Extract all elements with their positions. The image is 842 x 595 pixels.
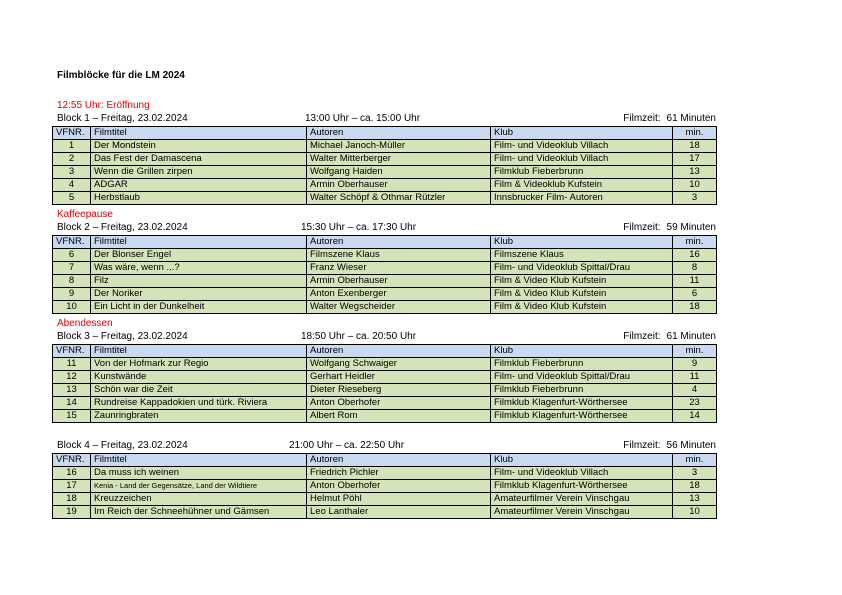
cell-klub: Film- und Videoklub Spittal/Drau bbox=[491, 262, 673, 275]
block-time: 15:30 Uhr – ca. 17:30 Uhr bbox=[301, 222, 417, 233]
table-row bbox=[53, 493, 717, 506]
cell-titel: Der Mondstein bbox=[91, 140, 307, 153]
cell-min: 16 bbox=[673, 249, 717, 262]
col-klub: Klub bbox=[491, 127, 673, 140]
col-min: min. bbox=[673, 236, 717, 249]
block-time: 21:00 Uhr – ca. 22:50 Uhr bbox=[289, 440, 405, 451]
cell-nr: 18 bbox=[53, 493, 91, 506]
cell-klub: Filmklub Fieberbrunn bbox=[491, 166, 673, 179]
cell-nr: 16 bbox=[53, 467, 91, 480]
cell-min: 6 bbox=[673, 288, 717, 301]
block-time: 13:00 Uhr – ca. 15:00 Uhr bbox=[305, 113, 421, 124]
cell-min: 17 bbox=[673, 153, 717, 166]
col-autoren: Autoren bbox=[307, 454, 491, 467]
film-block-4 bbox=[52, 427, 716, 519]
cell-klub: Film- und Videoklub Villach bbox=[491, 467, 673, 480]
cell-titel: Der Blonser Engel bbox=[91, 249, 307, 262]
cell-klub: Film & Videoklub Kufstein bbox=[491, 179, 673, 192]
cell-autoren: Wolfgang Schwaiger bbox=[307, 358, 491, 371]
cell-min: 18 bbox=[673, 301, 717, 314]
cell-nr: 6 bbox=[53, 249, 91, 262]
cell-klub: Filmklub Klagenfurt-Wörthersee bbox=[491, 480, 673, 493]
cell-nr: 19 bbox=[53, 506, 91, 519]
table-header-row bbox=[53, 236, 717, 249]
cell-autoren: Armin Oberhauser bbox=[307, 275, 491, 288]
col-filmtitel: Filmtitel bbox=[91, 454, 307, 467]
col-autoren: Autoren bbox=[307, 127, 491, 140]
cell-nr: 14 bbox=[53, 397, 91, 410]
cell-min: 11 bbox=[673, 371, 717, 384]
cell-min: 23 bbox=[673, 397, 717, 410]
cell-min: 13 bbox=[673, 166, 717, 179]
cell-nr: 12 bbox=[53, 371, 91, 384]
table-row bbox=[53, 397, 717, 410]
cell-min: 10 bbox=[673, 506, 717, 519]
col-min: min. bbox=[673, 127, 717, 140]
film-table bbox=[52, 453, 717, 519]
col-vfnr: VFNR. bbox=[53, 454, 91, 467]
film-table bbox=[52, 126, 717, 205]
table-row bbox=[53, 179, 717, 192]
schedule-note: Kaffeepause bbox=[57, 209, 113, 220]
cell-min: 11 bbox=[673, 275, 717, 288]
cell-nr: 2 bbox=[53, 153, 91, 166]
cell-min: 10 bbox=[673, 179, 717, 192]
col-vfnr: VFNR. bbox=[53, 236, 91, 249]
block-label: Block 3 – Freitag, 23.02.2024 bbox=[57, 331, 188, 342]
cell-klub: Filmszene Klaus bbox=[491, 249, 673, 262]
cell-autoren: Helmut Pöhl bbox=[307, 493, 491, 506]
table-header-row bbox=[53, 345, 717, 358]
table-row bbox=[53, 288, 717, 301]
table-header-row bbox=[53, 127, 717, 140]
cell-titel: Da muss ich weinen bbox=[91, 467, 307, 480]
cell-klub: Filmklub Klagenfurt-Wörthersee bbox=[491, 410, 673, 423]
block-header bbox=[52, 221, 716, 235]
cell-min: 18 bbox=[673, 140, 717, 153]
block-label: Block 1 – Freitag, 23.02.2024 bbox=[57, 113, 188, 124]
col-vfnr: VFNR. bbox=[53, 345, 91, 358]
cell-titel: Herbstlaub bbox=[91, 192, 307, 205]
cell-autoren: Wolfgang Haiden bbox=[307, 166, 491, 179]
col-autoren: Autoren bbox=[307, 236, 491, 249]
cell-nr: 5 bbox=[53, 192, 91, 205]
cell-min: 3 bbox=[673, 467, 717, 480]
filmzeit bbox=[617, 330, 716, 344]
filmzeit-label: Filmzeit: bbox=[623, 113, 661, 124]
table-row bbox=[53, 506, 717, 519]
cell-autoren: Leo Lanthaler bbox=[307, 506, 491, 519]
table-row bbox=[53, 410, 717, 423]
cell-autoren: Friedrich Pichler bbox=[307, 467, 491, 480]
cell-klub: Film & Video Klub Kufstein bbox=[491, 275, 673, 288]
cell-titel: Kunstwände bbox=[91, 371, 307, 384]
table-row bbox=[53, 140, 717, 153]
cell-nr: 7 bbox=[53, 262, 91, 275]
filmzeit-value: 56 Minuten bbox=[666, 440, 716, 451]
cell-autoren: Dieter Rieseberg bbox=[307, 384, 491, 397]
cell-klub: Film- und Videoklub Villach bbox=[491, 153, 673, 166]
cell-nr: 8 bbox=[53, 275, 91, 288]
cell-titel: Was wäre, wenn ...? bbox=[91, 262, 307, 275]
filmzeit-value: 61 Minuten bbox=[666, 113, 716, 124]
cell-klub: Amateurfilmer Verein Vinschgau bbox=[491, 506, 673, 519]
cell-titel: Von der Hofmark zur Regio bbox=[91, 358, 307, 371]
film-table bbox=[52, 344, 717, 423]
cell-nr: 1 bbox=[53, 140, 91, 153]
cell-autoren: Michael Janoch-Müller bbox=[307, 140, 491, 153]
cell-klub: Film & Video Klub Kufstein bbox=[491, 301, 673, 314]
cell-klub: Filmklub Fieberbrunn bbox=[491, 358, 673, 371]
cell-klub: Film- und Videoklub Spittal/Drau bbox=[491, 371, 673, 384]
film-table bbox=[52, 235, 717, 314]
col-vfnr: VFNR. bbox=[53, 127, 91, 140]
cell-titel: Zaunringbraten bbox=[91, 410, 307, 423]
cell-autoren: Armin Oberhauser bbox=[307, 179, 491, 192]
table-row bbox=[53, 249, 717, 262]
cell-min: 18 bbox=[673, 480, 717, 493]
cell-nr: 13 bbox=[53, 384, 91, 397]
table-row bbox=[53, 153, 717, 166]
table-row bbox=[53, 166, 717, 179]
table-row bbox=[53, 467, 717, 480]
table-row bbox=[53, 358, 717, 371]
cell-titel: Der Noriker bbox=[91, 288, 307, 301]
table-row bbox=[53, 301, 717, 314]
filmzeit bbox=[617, 221, 716, 235]
col-klub: Klub bbox=[491, 345, 673, 358]
film-block-1 bbox=[52, 100, 716, 205]
cell-titel: Schön war die Zeit bbox=[91, 384, 307, 397]
cell-nr: 17 bbox=[53, 480, 91, 493]
cell-autoren: Albert Rom bbox=[307, 410, 491, 423]
cell-klub: Innsbrucker Film- Autoren bbox=[491, 192, 673, 205]
col-klub: Klub bbox=[491, 236, 673, 249]
cell-titel: Ein Licht in der Dunkelheit bbox=[91, 301, 307, 314]
cell-autoren: Walter Mitterberger bbox=[307, 153, 491, 166]
col-autoren: Autoren bbox=[307, 345, 491, 358]
cell-autoren: Gerhart Heidler bbox=[307, 371, 491, 384]
cell-titel: Filz bbox=[91, 275, 307, 288]
cell-min: 8 bbox=[673, 262, 717, 275]
cell-titel: Im Reich der Schneehühner und Gämsen bbox=[91, 506, 307, 519]
cell-min: 4 bbox=[673, 384, 717, 397]
cell-klub: Amateurfilmer Verein Vinschgau bbox=[491, 493, 673, 506]
table-row bbox=[53, 480, 717, 493]
cell-klub: Film & Video Klub Kufstein bbox=[491, 288, 673, 301]
filmzeit-value: 61 Minuten bbox=[666, 331, 716, 342]
cell-klub: Filmklub Fieberbrunn bbox=[491, 384, 673, 397]
table-row bbox=[53, 192, 717, 205]
cell-nr: 3 bbox=[53, 166, 91, 179]
film-block-3 bbox=[52, 318, 716, 423]
filmzeit bbox=[617, 439, 716, 453]
filmzeit-label: Filmzeit: bbox=[623, 440, 661, 451]
cell-autoren: Walter Schöpf & Othmar Rützler bbox=[307, 192, 491, 205]
cell-nr: 9 bbox=[53, 288, 91, 301]
cell-autoren: Filmszene Klaus bbox=[307, 249, 491, 262]
cell-titel: Das Fest der Damascena bbox=[91, 153, 307, 166]
schedule-note: Abendessen bbox=[57, 318, 113, 329]
cell-titel: Wenn die Grillen zirpen bbox=[91, 166, 307, 179]
cell-autoren: Anton Oberhofer bbox=[307, 480, 491, 493]
cell-autoren: Franz Wieser bbox=[307, 262, 491, 275]
cell-titel: Kenia - Land der Gegensätze, Land der Wildtiere bbox=[91, 480, 307, 493]
block-header bbox=[52, 330, 716, 344]
block-header bbox=[52, 439, 716, 453]
filmzeit-label: Filmzeit: bbox=[623, 222, 661, 233]
cell-nr: 15 bbox=[53, 410, 91, 423]
col-klub: Klub bbox=[491, 454, 673, 467]
cell-nr: 10 bbox=[53, 301, 91, 314]
filmzeit bbox=[617, 112, 716, 126]
block-header bbox=[52, 112, 716, 126]
cell-autoren: Anton Exenberger bbox=[307, 288, 491, 301]
table-row bbox=[53, 371, 717, 384]
schedule-note: 12:55 Uhr: Eröffnung bbox=[57, 100, 150, 111]
col-min: min. bbox=[673, 454, 717, 467]
document-title: Filmblöcke für die LM 2024 bbox=[57, 70, 185, 81]
cell-titel: Kreuzzeichen bbox=[91, 493, 307, 506]
cell-nr: 4 bbox=[53, 179, 91, 192]
cell-autoren: Anton Oberhofer bbox=[307, 397, 491, 410]
table-row bbox=[53, 384, 717, 397]
col-filmtitel: Filmtitel bbox=[91, 236, 307, 249]
table-row bbox=[53, 262, 717, 275]
filmzeit-label: Filmzeit: bbox=[623, 331, 661, 342]
table-header-row bbox=[53, 454, 717, 467]
filmzeit-value: 59 Minuten bbox=[666, 222, 716, 233]
film-block-2 bbox=[52, 209, 716, 314]
schedule-note bbox=[52, 427, 716, 439]
cell-min: 3 bbox=[673, 192, 717, 205]
col-filmtitel: Filmtitel bbox=[91, 127, 307, 140]
col-min: min. bbox=[673, 345, 717, 358]
cell-autoren: Walter Wegscheider bbox=[307, 301, 491, 314]
cell-min: 13 bbox=[673, 493, 717, 506]
col-filmtitel: Filmtitel bbox=[91, 345, 307, 358]
table-row bbox=[53, 275, 717, 288]
cell-klub: Filmklub Klagenfurt-Wörthersee bbox=[491, 397, 673, 410]
block-label: Block 2 – Freitag, 23.02.2024 bbox=[57, 222, 188, 233]
cell-klub: Film- und Videoklub Villach bbox=[491, 140, 673, 153]
cell-min: 9 bbox=[673, 358, 717, 371]
block-time: 18:50 Uhr – ca. 20:50 Uhr bbox=[301, 331, 417, 342]
block-label: Block 4 – Freitag, 23.02.2024 bbox=[57, 440, 188, 451]
cell-titel: Rundreise Kappadokien und türk. Riviera bbox=[91, 397, 307, 410]
cell-min: 14 bbox=[673, 410, 717, 423]
cell-nr: 11 bbox=[53, 358, 91, 371]
cell-titel: ADGAR bbox=[91, 179, 307, 192]
